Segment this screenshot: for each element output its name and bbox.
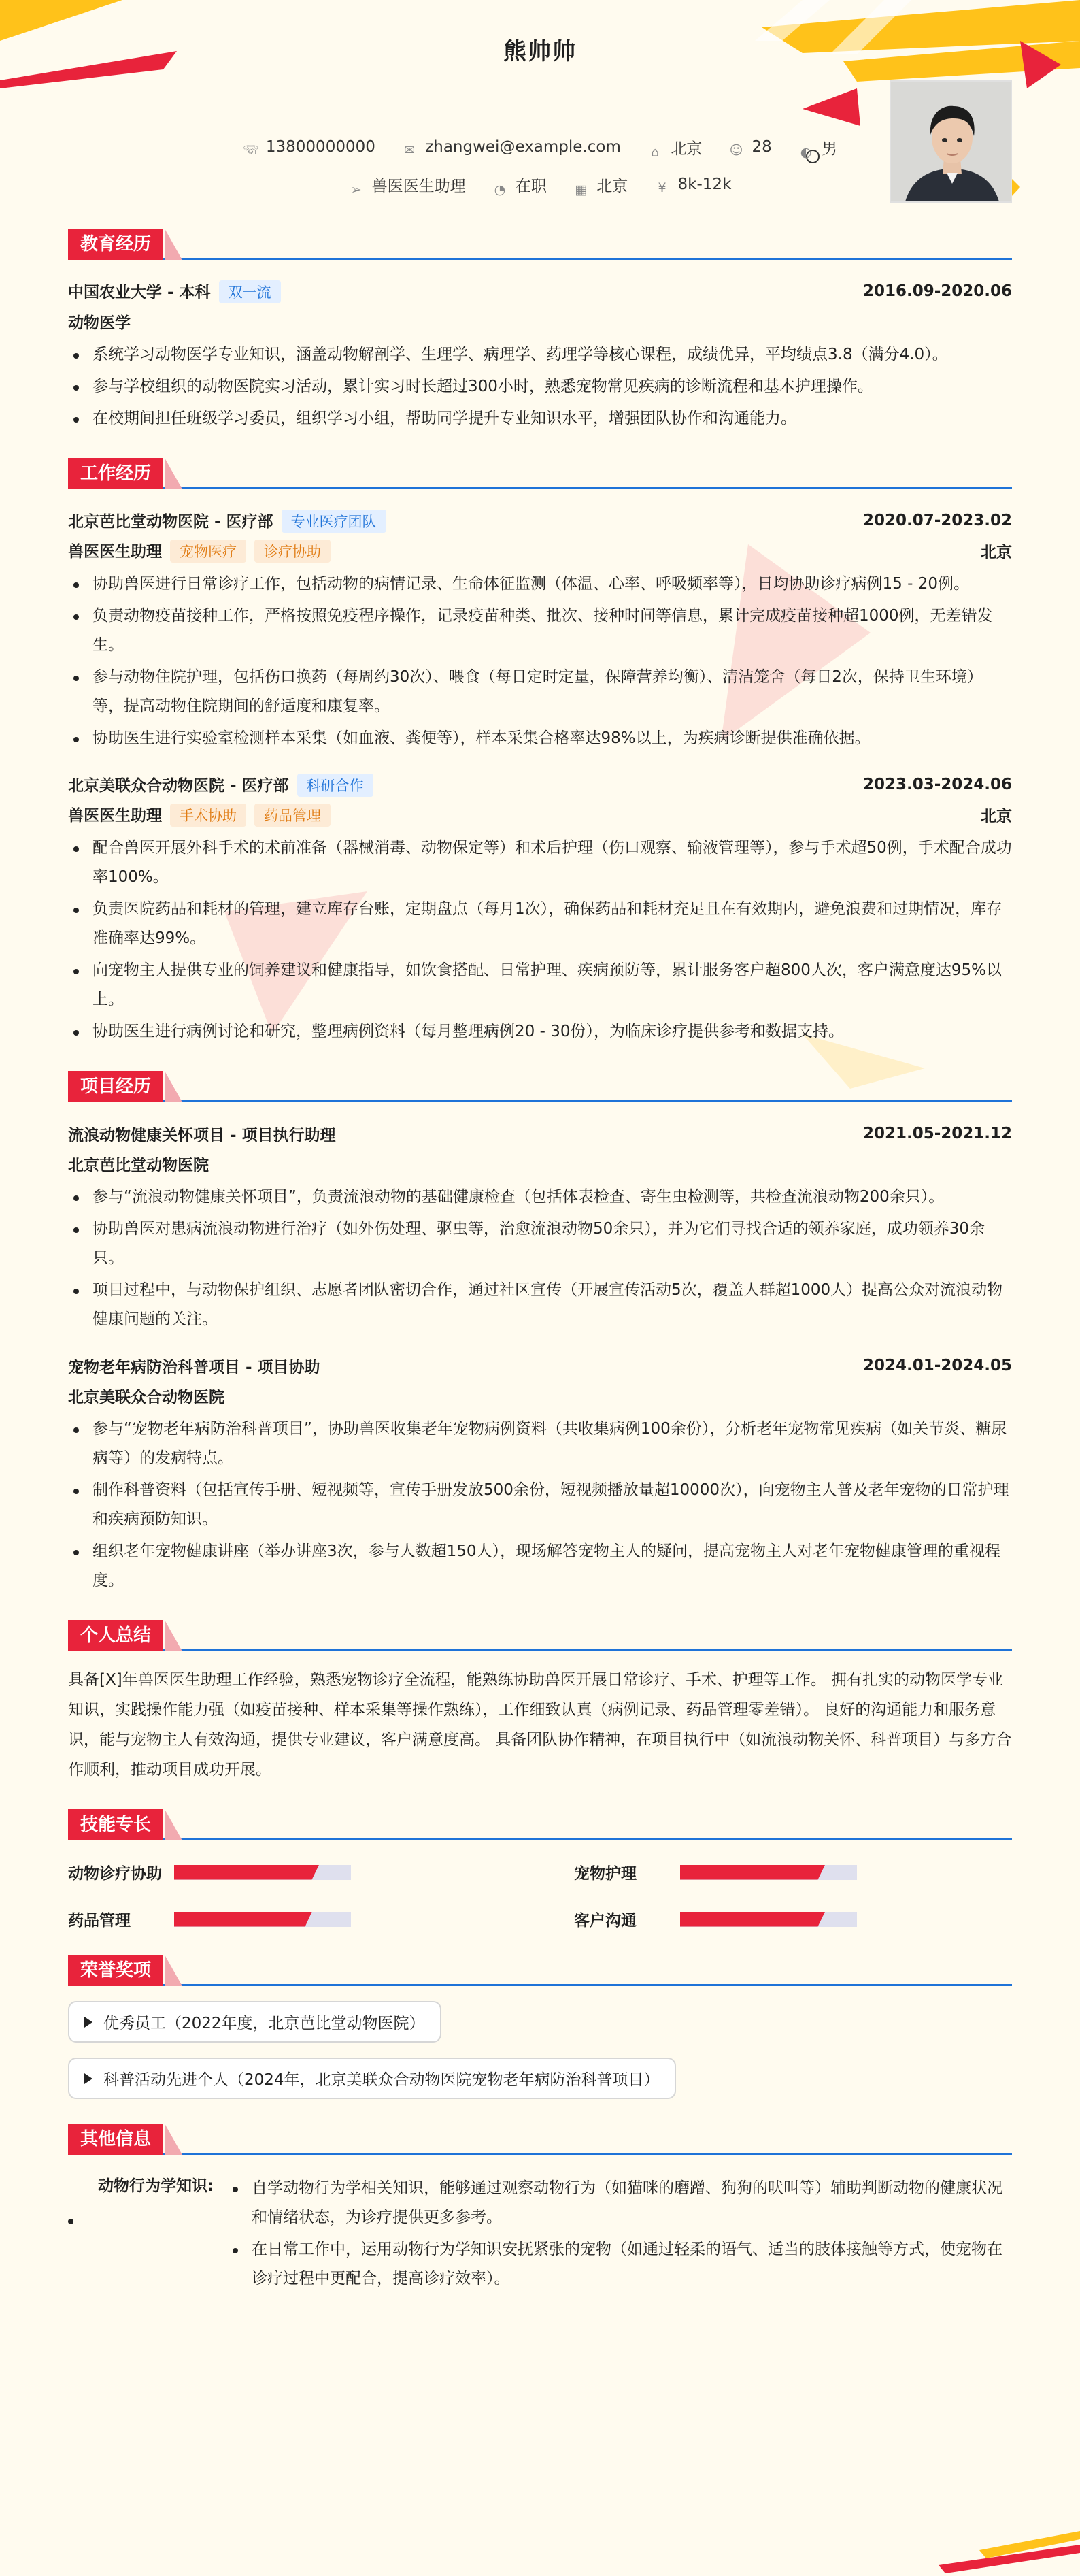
avatar [890, 80, 1012, 203]
briefcase-icon: ◔ [494, 182, 506, 197]
work-date: 2020.07-2023.02 [862, 512, 1012, 529]
award-text: 优秀员工（2022年度，北京芭比堂动物医院） [103, 2015, 425, 2032]
skill-name: 客户沟通 [574, 1912, 637, 1930]
award-text: 科普活动先进个人（2024年，北京美联众合动物医院宠物老年病防治科普项目） [103, 2071, 660, 2089]
skill-fill [680, 1912, 825, 1927]
skills-grid [68, 1861, 1012, 1930]
gender-item [798, 136, 837, 160]
skill-bar [174, 1912, 351, 1927]
email-text: zhangwei@example.com [425, 138, 621, 156]
other-section [68, 2124, 1012, 2294]
summary-section [68, 1620, 1012, 1785]
awards-section [68, 1955, 1012, 2099]
phone-icon: ☏ [242, 143, 259, 158]
caret-right-icon [84, 2017, 92, 2028]
section-header [68, 229, 1012, 260]
other-title: 其他信息 [68, 2124, 163, 2155]
project-bullets [68, 1183, 1012, 1334]
list-item: 系统学习动物医学专业知识，涵盖动物解剖学、生理学、病理学、药理学等核心课程，成绩优异，平均绩点3.8（满分4.0）。 [68, 340, 1012, 369]
project-bullets [68, 1415, 1012, 1596]
list-item: 负责医院药品和耗材的管理，建立库存台账，定期盘点（每月1次），确保药品和耗材充足且在有效期内，避免浪费和过期情况，库存准确率达99%。 [68, 895, 1012, 953]
building-icon: ▦ [575, 182, 588, 197]
person-icon: ☺ [729, 143, 743, 158]
other-label: 动物行为学知识: [98, 2177, 214, 2195]
list-item: 自学动物行为学相关知识，能够通过观察动物行为（如猫咪的磨蹭、狗狗的吠叫等）辅助判断动物的健康状况和情绪状态，为诊疗提供更多参考。 [227, 2174, 1012, 2232]
summary-title: 个人总结 [68, 1620, 163, 1651]
list-item: 向宠物主人提供专业的饲养建议和健康指导，如饮食搭配、日常护理、疾病预防等，累计服务客户超800人次，客户满意度达95%以上。 [68, 956, 1012, 1014]
work-section [68, 458, 1012, 1046]
list-item: 在日常工作中，运用动物行为学知识安抚紧张的宠物（如通过轻柔的语气、适当的肢体接触等方式，使宠物在诊疗过程中更配合，提高诊疗效率）。 [227, 2235, 1012, 2294]
major-name: 动物医学 [68, 314, 131, 332]
role-tag: 药品管理 [254, 804, 331, 827]
skill-item [68, 1861, 506, 1883]
project-entry [68, 1119, 1012, 1334]
list-item: 参与“流浪动物健康关怀项目”，负责流浪动物的基础健康检查（包括体表检查、寄生虫检测等，共检查流浪动物200余只）。 [68, 1183, 1012, 1212]
work-title: 工作经历 [68, 458, 163, 489]
education-title: 教育经历 [68, 229, 163, 260]
list-item: 组织老年宠物健康讲座（举办讲座3次，参与人数超150人），现场解答宠物主人的疑问，提高宠物主人对老年宠物健康管理的重视程度。 [68, 1537, 1012, 1596]
list-item: 项目过程中，与动物保护组织、志愿者团队密切合作，通过社区宣传（开展宣传活动5次，覆盖人群超1000人）提高公众对流浪动物健康问题的关注。 [68, 1276, 1012, 1334]
project-org: 北京美联众合动物医院 [68, 1388, 224, 1406]
contact-line [68, 136, 1012, 160]
skill-bar [680, 1912, 857, 1927]
role-name: 兽医医生助理 [68, 542, 162, 561]
skill-fill [174, 1912, 312, 1927]
mail-icon: ✉ [404, 143, 416, 158]
target-city-text: 北京 [596, 178, 628, 195]
list-item: 参与动物住院护理，包括伤口换药（每周约30次）、喂食（每日定时定量，保障营养均衡）、清洁笼舍（每日2次，保持卫生环境）等，提高动物住院期间的舒适度和康复率。 [68, 663, 1012, 721]
list-item: 协助医生进行实验室检测样本采集（如血液、粪便等），样本采集合格率达98%以上，为疾病诊断提供准确依据。 [68, 724, 1012, 753]
phone-text: 13800000000 [265, 138, 375, 156]
section-header [68, 1955, 1012, 1986]
projects-title: 项目经历 [68, 1071, 163, 1102]
other-bullets [227, 2171, 1012, 2294]
send-icon: ➢ [350, 182, 362, 197]
skills-title: 技能专长 [68, 1809, 163, 1840]
project-entry [68, 1351, 1012, 1596]
company-name: 北京美联众合动物医院 - 医疗部 [68, 776, 289, 795]
section-header [68, 1071, 1012, 1102]
education-section [68, 229, 1012, 433]
position-item [349, 174, 466, 197]
skill-name: 宠物护理 [574, 1865, 637, 1883]
company-tag: 专业医疗团队 [282, 510, 386, 533]
age-item [729, 138, 772, 158]
award-item[interactable] [68, 2001, 441, 2043]
other-entry [68, 2171, 1012, 2294]
list-item: 协助兽医对患病流浪动物进行治疗（如外伤处理、驱虫等，治愈流浪动物50余只），并为它们寻找合适的领养家庭，成功领养30余只。 [68, 1215, 1012, 1273]
target-city-item [573, 174, 628, 197]
school-name: 中国农业大学 - 本科 [68, 283, 211, 301]
home-icon: ⌂ [651, 145, 660, 160]
project-date: 2021.05-2021.12 [862, 1125, 1012, 1142]
list-item: 参与学校组织的动物医院实习活动，累计实习时长超过300小时，熟悉宠物常见疾病的诊断流程和基本护理操作。 [68, 372, 1012, 401]
project-date: 2024.01-2024.05 [862, 1357, 1012, 1374]
school-tag: 双一流 [219, 280, 281, 303]
list-item: 协助医生进行病例讨论和研究，整理病例资料（每月整理病例20 - 30份），为临床诊疗提供参考和数据支持。 [68, 1017, 1012, 1046]
gender-text: 男 [822, 140, 838, 158]
skill-fill [174, 1865, 319, 1880]
skill-item [574, 1861, 1012, 1883]
skill-fill [680, 1865, 825, 1880]
skill-bar [680, 1865, 857, 1880]
status-text: 在职 [515, 178, 547, 195]
gender-icon: ◐ [800, 145, 812, 160]
resume-header [68, 0, 1012, 204]
section-header [68, 2124, 1012, 2155]
list-item: 协助兽医进行日常诊疗工作，包括动物的病情记录、生命体征监测（体温、心率、呼吸频率等），日均协助诊疗病例15 - 20例。 [68, 569, 1012, 599]
role-tag: 宠物医疗 [170, 540, 246, 563]
footer-decoration [0, 2511, 1080, 2576]
list-item: 制作科普资料（包括宣传手册、短视频等，宣传手册发放500余份，短视频播放量超10000次），向宠物主人普及老年宠物的日常护理和疾病预防知识。 [68, 1476, 1012, 1534]
skill-name: 药品管理 [68, 1912, 131, 1930]
list-item: 配合兽医开展外科手术的术前准备（器械消毒、动物保定等）和术后护理（伤口观察、输液管理等），参与手术超50例，手术配合成功率100%。 [68, 833, 1012, 892]
education-bullets [68, 340, 1012, 433]
city-text: 北京 [671, 140, 703, 158]
city-item [647, 136, 702, 160]
summary-text: 具备[X]年兽医医生助理工作经验，熟悉宠物诊疗全流程，能熟练协助兽医开展日常诊疗、手术、护理等工作。 拥有扎实的动物医学专业知识，实践操作能力强（如疫苗接种、样本采集等操作熟练），工作细致认真（病例记录、药品管理零差错）。 良好的沟通能力和服务意识，能与宠物主人有效沟通，提供专业建议，客户满意度高。 具备团队协作精神，在项目执行中（如流浪动物关怀、科普项目）与多方合作顺利，推动项目成功开展。 [68, 1671, 1012, 1779]
section-header [68, 458, 1012, 489]
skill-item [574, 1908, 1012, 1930]
age-text: 28 [752, 138, 772, 156]
email-item [402, 138, 621, 158]
list-item: 在校期间担任班级学习委员，组织学习小组，帮助同学提升专业知识水平，增强团队协作和沟通能力。 [68, 404, 1012, 433]
money-icon: ¥ [658, 180, 666, 195]
projects-section [68, 1071, 1012, 1596]
phone-item [243, 138, 375, 158]
section-header [68, 1620, 1012, 1651]
role-name: 兽医医生助理 [68, 806, 162, 825]
company-tag: 科研合作 [297, 774, 373, 797]
work-entry [68, 770, 1012, 1046]
project-title: 宠物老年病防治科普项目 - 项目协助 [68, 1358, 320, 1376]
work-location: 北京 [981, 807, 1012, 825]
awards-title: 荣誉奖项 [68, 1955, 163, 1986]
education-entry [68, 276, 1012, 433]
salary-item [655, 176, 732, 195]
skill-bar [174, 1865, 351, 1880]
education-date: 2016.09-2020.06 [862, 282, 1012, 300]
work-date: 2023.03-2024.06 [862, 776, 1012, 793]
project-title: 流浪动物健康关怀项目 - 项目执行助理 [68, 1126, 336, 1144]
role-tag: 诊疗协助 [254, 540, 331, 563]
intent-line [68, 174, 1012, 197]
position-text: 兽医医生助理 [371, 178, 466, 195]
list-item: 负责动物疫苗接种工作，严格按照免疫程序操作，记录疫苗种类、批次、接种时间等信息，累计完成疫苗接种超1000例，无差错发生。 [68, 601, 1012, 660]
skill-name: 动物诊疗协助 [68, 1865, 162, 1883]
skill-item [68, 1908, 506, 1930]
work-location: 北京 [981, 543, 1012, 561]
role-tag: 手术协助 [170, 804, 246, 827]
company-name: 北京芭比堂动物医院 - 医疗部 [68, 512, 273, 531]
project-org: 北京芭比堂动物医院 [68, 1156, 209, 1174]
list-item: 参与“宠物老年病防治科普项目”，协助兽医收集老年宠物病例资料（共收集病例100余份），分析老年宠物常见疾病（如关节炎、糖尿病等）的发病特点。 [68, 1415, 1012, 1473]
candidate-name: 熊帅帅 [503, 38, 577, 65]
work-bullets [68, 833, 1012, 1046]
salary-text: 8k-12k [677, 176, 732, 193]
caret-right-icon [84, 2073, 92, 2084]
status-item [492, 174, 547, 197]
section-header [68, 1809, 1012, 1840]
award-item[interactable] [68, 2058, 676, 2099]
work-entry [68, 506, 1012, 753]
skills-section [68, 1809, 1012, 1930]
work-bullets [68, 569, 1012, 753]
